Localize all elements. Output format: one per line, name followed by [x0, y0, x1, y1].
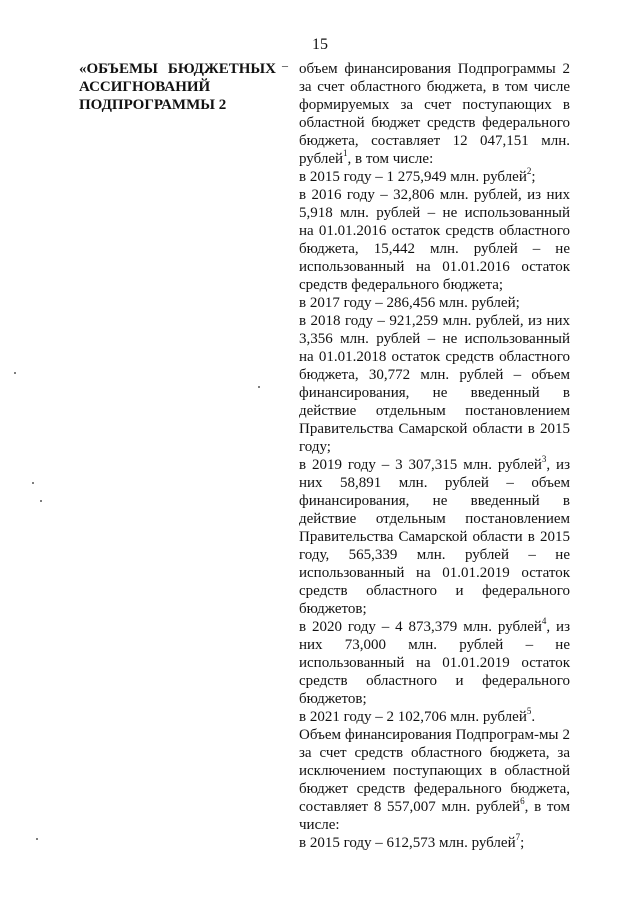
page-number: 15 [312, 36, 328, 53]
scan-speck [14, 372, 16, 374]
heading-line-1: «ОБЪЕМЫ БЮДЖЕТНЫХ [79, 61, 276, 77]
heading-dash: – [282, 58, 288, 72]
paragraph-tail: , из них 73,000 млн. рублей – не использованный на 01.01.2019 остаток средств областного и федерального бюджетов; [299, 619, 570, 707]
paragraph-2019 [299, 456, 570, 618]
heading-line-2: АССИГНОВАНИЙ [79, 79, 211, 95]
footnote-mark: 4 [541, 616, 547, 626]
heading-line-3: ПОДПРОГРАММЫ 2 [79, 97, 227, 113]
paragraph-2016 [299, 186, 570, 294]
paragraph-text: Объем финансирования Подпрограм-мы 2 за счет средств областного бюджета, за исключением поступающих в областной бюджет средств федерального бюджета, составляет 8 557,007 млн. рублей [299, 727, 570, 815]
paragraph-tail: , в том числе: [299, 799, 571, 833]
footnote-mark: 3 [541, 454, 547, 464]
paragraph-2017 [299, 294, 570, 312]
paragraph-2020 [299, 618, 570, 708]
funding-text [299, 60, 570, 852]
scan-speck [32, 482, 34, 484]
paragraph-text: в 2015 году – 612,573 млн. рублей [299, 835, 516, 851]
paragraph-tail: ; [531, 169, 536, 185]
paragraph-2015 [299, 168, 570, 186]
paragraph-tail: . [531, 709, 536, 725]
paragraph-text: объем финансирования Подпрограммы 2 за счет областного бюджета, в том числе формируемых за счет поступающих в областной бюджет средств федерального бюджета, составляет 12 047,151 млн. рублей [299, 61, 570, 167]
section-heading [79, 60, 276, 114]
paragraph-tail: , из них 58,891 млн. рублей – объем финансирования, не введенный в действие отдельным постановлением Правительства Самарской области в 2015 году, 565,339 млн. рублей – не использованный на 01.01.2019 остаток средств областного и федерального бюджетов; [299, 457, 570, 617]
paragraph-tail: ; [520, 835, 525, 851]
footnote-mark: 2 [526, 166, 532, 176]
scan-speck [36, 838, 38, 840]
paragraph-regional-2015 [299, 834, 570, 852]
paragraph-text: в 2019 году – 3 307,315 млн. рублей [299, 457, 542, 473]
paragraph-2021 [299, 708, 570, 726]
paragraph-text: в 2020 году – 4 873,379 млн. рублей [299, 619, 542, 635]
paragraph-text: в 2015 году – 1 275,949 млн. рублей [299, 169, 527, 185]
scan-speck [40, 500, 42, 502]
scan-speck [258, 386, 260, 388]
paragraph-text: в 2016 году – 32,806 млн. рублей, из них 5,918 млн. рублей – не использованный на 01.01.2016 остаток средств областного бюджета, 15,442 млн. рублей – не использованный на 01.01.2016 остаток средств федерального бюджета; [299, 187, 570, 293]
paragraph-text: в 2018 году – 921,259 млн. рублей, из них 3,356 млн. рублей – не использованный на 01.01.2018 остаток средств областного бюджета, 30,772 млн. рублей – объем финансирования, не введенный в действие отдельным постановлением Правительства Самарской области в 2015 году; [299, 313, 570, 455]
paragraph-tail: , в том числе: [347, 151, 434, 167]
paragraph-2018 [299, 312, 570, 456]
paragraph-text: в 2017 году – 286,456 млн. рублей; [299, 295, 520, 311]
footnote-mark: 7 [515, 832, 521, 842]
footnote-mark: 6 [520, 796, 525, 806]
paragraph-text: в 2021 году – 2 102,706 млн. рублей [299, 709, 527, 725]
footnote-mark: 5 [526, 706, 532, 716]
paragraph-regional-funding [299, 726, 570, 834]
footnote-mark: 1 [343, 148, 348, 158]
paragraph-total-funding [299, 60, 570, 168]
